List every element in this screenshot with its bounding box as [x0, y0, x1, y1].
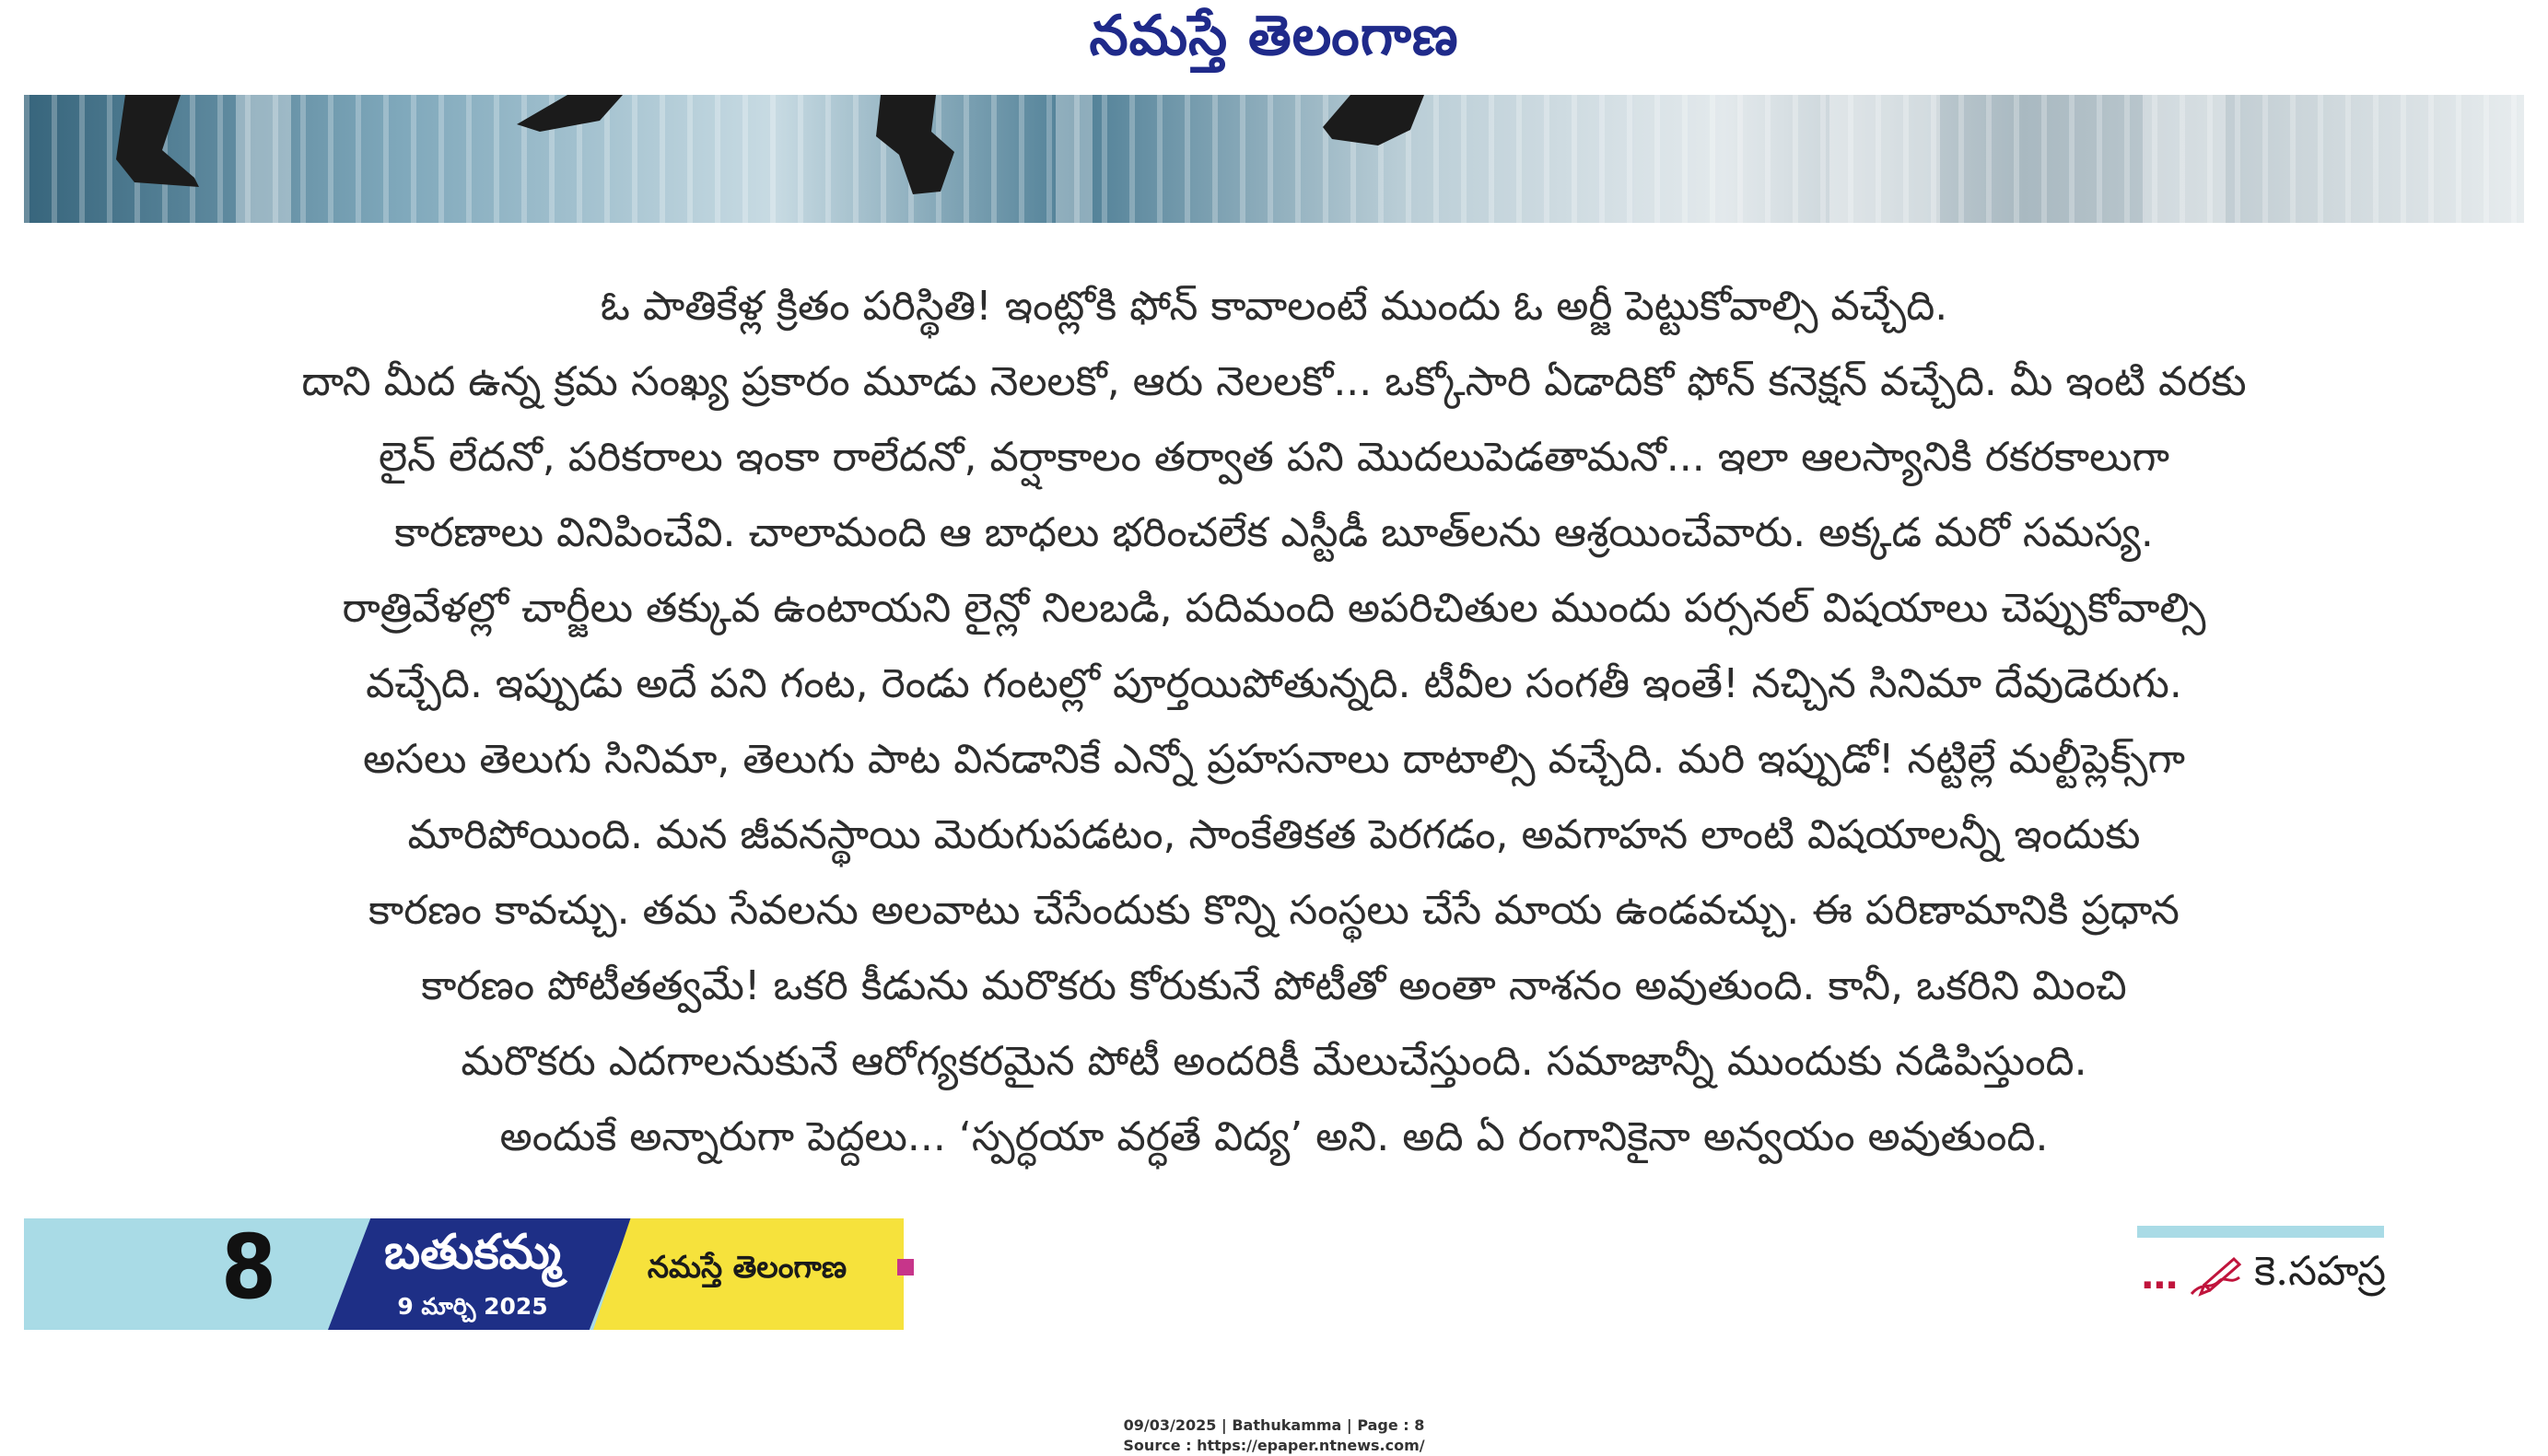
pen-writing-icon [2186, 1253, 2245, 1299]
footer-paper-name: నమస్తే తెలంగాణ [647, 1249, 847, 1285]
author-name: కె.సహస్ర [2254, 1248, 2386, 1295]
article-line: మారిపోయింది. మన జీవనస్థాయి మెరుగుపడటం, సాంకేతికత పెరగడం, అవగాహన లాంటి విషయాలన్నీ ఇందుకు [407, 811, 2141, 858]
banner-image [24, 95, 2524, 223]
article-line: వచ్చేది. ఇప్పుడు అదే పని గంట, రెండు గంటల్లో పూర్తయిపోతున్నది. టీవీల సంగతీ ఇంతే! నచ్చిన సినిమా దేవుడెరుగు. [366, 660, 2182, 707]
article-body [138, 269, 2410, 1175]
page-number: 8 [221, 1216, 277, 1319]
article-line: రాత్రివేళల్లో చార్జీలు తక్కువ ఉంటాయని లైన్లో నిలబడి, పదిమంది అపరిచితుల ముందు పర్సనల్ విషయాలు చెప్పుకోవాల్సి [342, 585, 2206, 632]
walking-legs-banner-icon [24, 95, 2524, 223]
byline-bar [2137, 1226, 2384, 1238]
byline-dots: ... [2140, 1255, 2178, 1298]
section-date: 9 మార్చి 2025 [397, 1293, 548, 1320]
article-line: అసలు తెలుగు సినిమా, తెలుగు పాట వినడానికే ఎన్నో ప్రహసనాలు దాటాల్సి వచ్చేది. మరి ఇప్పుడో! నట్టిల్లే మల్టీప్లెక్స్‌గా [362, 736, 2186, 783]
article-line: కారణం కావచ్చు. తమ సేవలను అలవాటు చేసేందుకు కొన్ని సంస్థలు చేసే మాయ ఉండవచ్చు. ఈ పరిణామానికి ప్రధాన [368, 887, 2180, 934]
section-name: బతుకమ్మ [384, 1225, 561, 1280]
page-meta-source: Source : https://epaper.ntnews.com/ [1123, 1437, 1425, 1454]
accent-square [897, 1259, 914, 1275]
article-line: ఓ పాతికేళ్ల క్రితం పరిస్థితి! ఇంట్లోకి ఫోన్ కావాలంటే ముందు ఓ అర్జీ పెట్టుకోవాల్సి వచ్చేది. [600, 283, 1948, 330]
article-line: దాని మీద ఉన్న క్రమ సంఖ్య ప్రకారం మూడు నెలలకో, ఆరు నెలలకో... ఒక్కోసారి ఏడాదికో ఫోన్ కనెక్షన్ వచ్చేది. మీ ఇంటి వరకు [301, 358, 2247, 405]
article-line: కారణాలు వినిపించేవి. చాలామంది ఆ బాధలు భరించలేక ఎస్టీడీ బూత్‌లను ఆశ్రయించేవారు. అక్కడ మరో సమస్య. [394, 509, 2154, 556]
byline [2082, 1249, 2386, 1304]
article-line: లైన్ లేదనో, పరికరాలు ఇంకా రాలేదనో, వర్షాకాలం తర్వాత పని మొదలుపెడతామనో... ఇలా ఆలస్యానికి రకరకాలుగా [378, 434, 2170, 481]
article-line: కారణం పోటీతత్వమే! ఒకరి కీడును మరొకరు కోరుకునే పోటీతో అంతా నాశనం అవుతుంది. కానీ, ఒకరిని మించి [421, 962, 2127, 1009]
page-meta-date: 09/03/2025 | Bathukamma | Page : 8 [1123, 1416, 1425, 1434]
masthead-title: నమస్తే తెలంగాణ [1089, 4, 1459, 68]
article-line: మరొకరు ఎదగాలనుకునే ఆరోగ్యకరమైన పోటీ అందరికీ మేలుచేస్తుంది. సమాజాన్నీ ముందుకు నడిపిస్తుంది. [461, 1038, 2087, 1085]
article-line: అందుకే అన్నారుగా పెద్దలు... ‘స్పర్ధయా వర్ధతే విద్య’ అని. అది ఏ రంగానికైనా అన్వయం అవుతుంది. [499, 1113, 2049, 1160]
